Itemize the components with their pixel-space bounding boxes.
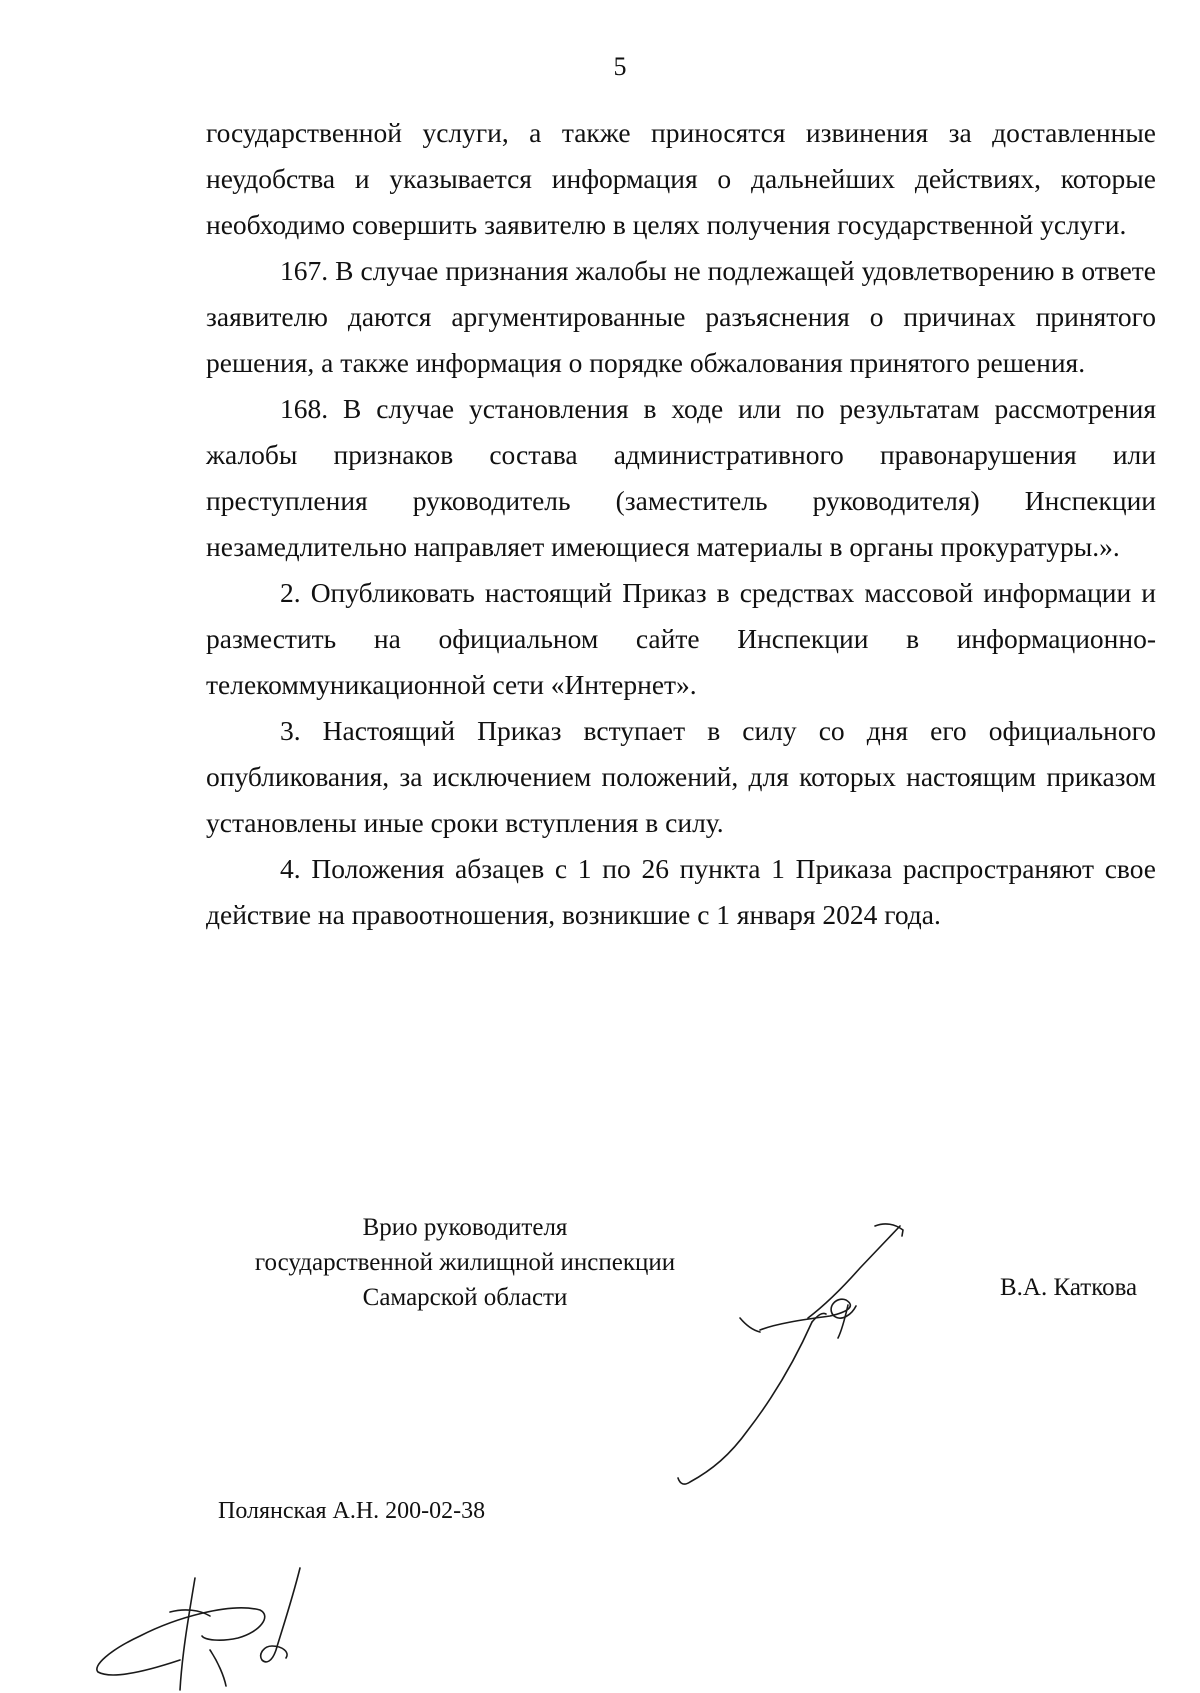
paragraph-continuation: государственной услуги, а также приносятся извинения за доставленные неудобства и указывается информация о дальнейших действиях, которые необходимо совершить заявителю в целях получения государственной услуги. bbox=[206, 117, 1156, 240]
document-body bbox=[206, 110, 1156, 938]
signatory-position bbox=[205, 1210, 725, 1315]
initials-signature-icon bbox=[97, 1568, 300, 1690]
signatory-position-line: Самарской области bbox=[362, 1284, 568, 1311]
signatory-position-line: Врио руководителя bbox=[362, 1214, 568, 1241]
paragraph-item-3: 3. Настоящий Приказ вступает в силу со дня его официального опубликования, за исключением положений, для которых настоящим приказом установлены иные сроки вступления в силу. bbox=[206, 715, 1156, 838]
paragraph-168: 168. В случае установления в ходе или по результатам рассмотрения жалобы признаков состава административного правонарушения или преступления руководитель (заместитель руководителя) Инспекции незамедлительно направляет имеющиеся материалы в органы прокуратуры.». bbox=[206, 393, 1156, 562]
contact-line: Полянская А.Н. 200-02-38 bbox=[218, 1498, 486, 1524]
paragraph-item-4: 4. Положения абзацев с 1 по 26 пункта 1 Приказа распространяют свое действие на правоотношения, возникшие с 1 января 2024 года. bbox=[206, 853, 1156, 930]
signatory-position-line: государственной жилищной инспекции bbox=[254, 1249, 676, 1276]
signatory-name: В.А. Каткова bbox=[1000, 1274, 1138, 1301]
paragraph-item-2: 2. Опубликовать настоящий Приказ в средствах массовой информации и разместить на официальном сайте Инспекции в информационно-телекоммуникационной сети «Интернет». bbox=[206, 577, 1156, 700]
page-number: 5 bbox=[613, 52, 627, 81]
paragraph-167: 167. В случае признания жалобы не подлежащей удовлетворению в ответе заявителю даются аргументированные разъяснения о причинах принятого решения, а также информация о порядке обжалования принятого решения. bbox=[206, 255, 1156, 378]
